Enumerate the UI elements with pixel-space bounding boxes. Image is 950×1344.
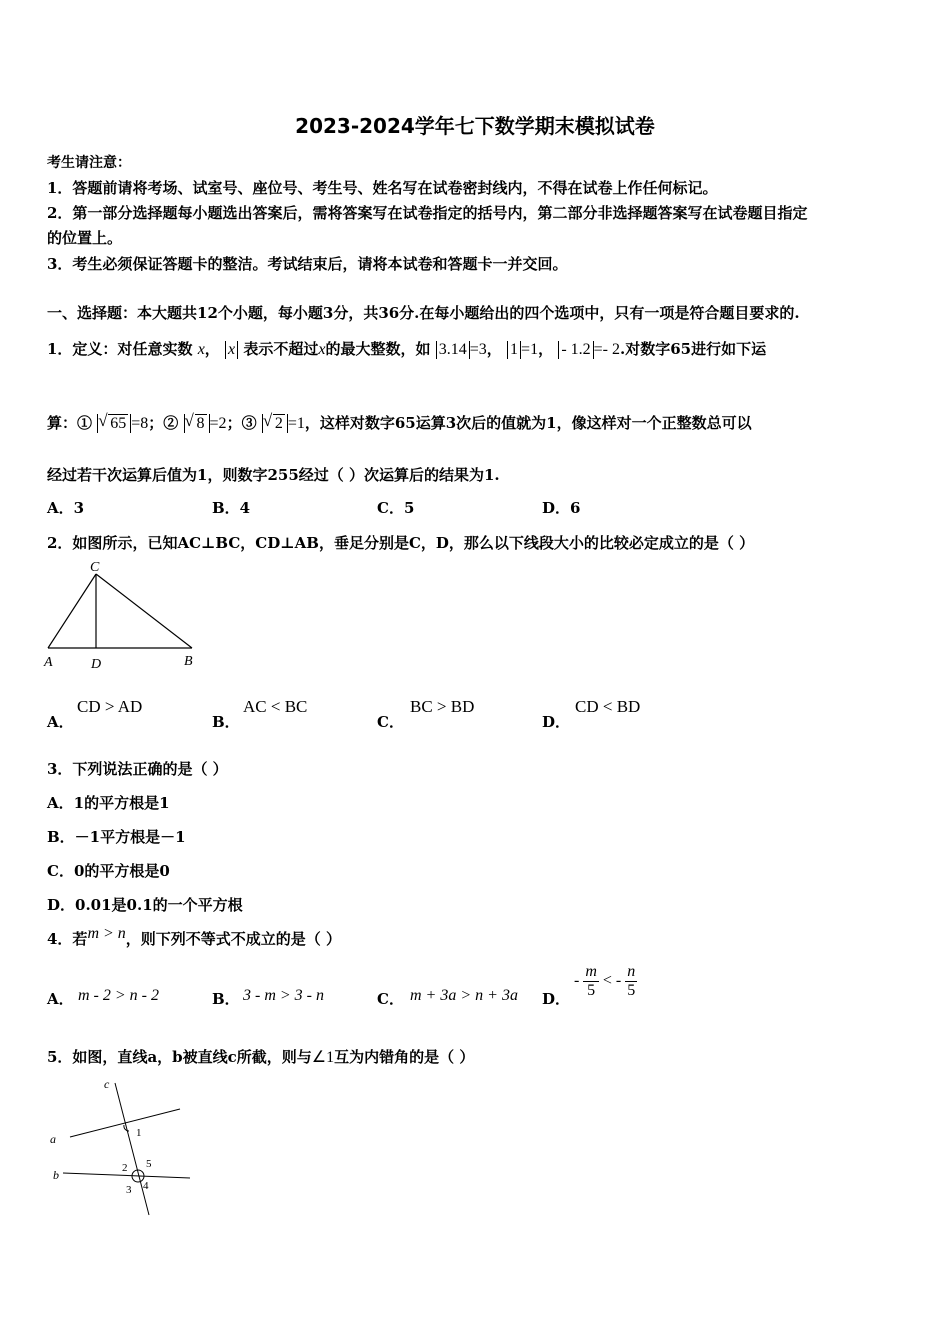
label-a: A [44, 655, 53, 670]
q1-line3: 经过若干次运算后值为1，则数字255经过（ ）次运算后的结果为1. [47, 466, 500, 484]
page-title: 2023-2024学年七下数学期末模拟试卷 [295, 114, 655, 138]
q1-op3-val: =1 [287, 415, 305, 432]
q1-line2-end: ，这样对数字65运算3次后的值就为1，像这样对一个正整数总可以 [304, 414, 752, 432]
q4-d-lt: < - [602, 972, 622, 990]
q1-option-a: A．3 [47, 499, 85, 517]
q4-option-d [574, 963, 637, 1000]
q2-option-b-letter: B． [212, 713, 240, 731]
q3-option-b: B．－1平方根是－1 [47, 828, 186, 846]
q4-option-d-letter: D． [542, 990, 571, 1008]
notice-item-1: 1．答题前请将考场、试室号、座位号、考生号、姓名写在试卷密封线内，不得在试卷上作任何标记。 [47, 179, 718, 197]
q1-example-3: - 1.2 [558, 341, 593, 359]
q1-option-d: D．6 [542, 499, 581, 517]
q4-condition: m > n [87, 925, 126, 942]
q1-line2-start: 算：① [47, 414, 93, 432]
q1-sep2: ；② [148, 414, 179, 432]
q1-text-1: 1．定义：对任意实数 [47, 340, 193, 358]
q1-floor-x: x [225, 341, 238, 359]
q1-text-3: 的最大整数，如 [325, 340, 431, 358]
q1-example-3-val: =- 2 [593, 341, 621, 358]
q4-text-2: ，则下列不等式不成立的是（ ） [125, 930, 342, 948]
label-b: b [53, 1168, 59, 1182]
label-angle-5: 5 [146, 1158, 152, 1170]
q1-var-x2: x [318, 341, 326, 358]
q4-stem [47, 925, 342, 949]
q1-line2 [47, 412, 752, 433]
q1-op1-bracket [97, 414, 131, 433]
q4-d-minus: - [574, 972, 580, 990]
q1-example-1-val: =3 [469, 341, 487, 358]
label-c: C [90, 560, 100, 575]
notice-item-2: 2．第一部分选择题每小题选出答案后，需将答案写在试卷指定的括号内，第二部分非选择题答案写在试卷题目指定 [47, 204, 808, 222]
q2-option-c-letter: C． [377, 713, 404, 731]
q1-comma-1: ， [486, 340, 502, 358]
q1-example-1: 3.14 [436, 341, 470, 359]
q1-op3-bracket [262, 414, 288, 433]
label-a: a [50, 1132, 56, 1146]
q2-stem: 2．如图所示，已知AC⊥BC，CD⊥AB，垂足分别是C，D，那么以下线段大小的比较必定成立的是（ ） [47, 534, 755, 552]
q1-option-c: C．5 [377, 499, 415, 517]
q4-option-a: m - 2 > n - 2 [78, 987, 160, 1004]
q3-stem: 3．下列说法正确的是（ ） [47, 760, 228, 778]
q4-option-b: 3 - m > 3 - n [243, 987, 325, 1004]
q4-d-den-1: 5 [587, 982, 596, 999]
section-heading: 一、选择题：本大题共12个小题，每小题3分，共36分.在每小题给出的四个选项中，只有一项是符合题目要求的. [47, 304, 800, 322]
q3-option-a: A．1的平方根是1 [47, 794, 170, 812]
q1-op2-val: =2 [209, 415, 227, 432]
notice-item-2-cont: 的位置上。 [47, 229, 123, 247]
q4-text-1: 4．若 [47, 930, 88, 948]
label-angle-4: 4 [143, 1180, 149, 1192]
line-c [115, 1083, 149, 1215]
q2-triangle-figure [40, 558, 210, 673]
label-angle-3: 3 [126, 1184, 132, 1196]
q4-d-frac-n [625, 963, 637, 1000]
q1-op3-sqrt: √ 2 [273, 414, 285, 433]
q5-text-1: 5．如图，直线a，b被直线c所截，则与 [47, 1048, 312, 1066]
q5-text-2: 互为内错角的是（ ） [334, 1048, 475, 1066]
q4-option-c: m + 3a > n + 3a [410, 987, 518, 1004]
q1-var-x: x [197, 341, 205, 358]
q1-comma-2: ， [538, 340, 554, 358]
q1-line1 [47, 338, 766, 359]
label-angle-2: 2 [122, 1162, 128, 1174]
notice-heading: 考生请注意： [47, 155, 131, 171]
q2-option-d-letter: D． [542, 713, 571, 731]
q1-op2-sqrt: √ 8 [195, 414, 207, 433]
q1-option-b: B．4 [212, 499, 251, 517]
q4-option-c-letter: C． [377, 990, 404, 1008]
q2-option-a-letter: A． [47, 713, 74, 731]
q5-stem [47, 1046, 474, 1067]
q4-option-b-letter: B． [212, 990, 240, 1008]
q4-d-num-n: n [627, 963, 636, 980]
q3-option-c: C．0的平方根是0 [47, 862, 170, 880]
q2-option-a: CD > AD [77, 697, 143, 716]
q4-option-a-letter: A． [47, 990, 74, 1008]
segment-cb [96, 574, 192, 648]
q1-sep3: ；③ [226, 414, 257, 432]
q2-option-d: CD < BD [575, 697, 641, 716]
label-angle-1: 1 [136, 1127, 142, 1139]
q1-text-2: 表示不超过 [243, 340, 319, 358]
q1-op1-sqrt: √ 65 [108, 414, 128, 433]
q1-op2-bracket [184, 414, 210, 433]
q5-angle: ∠1 [311, 1049, 335, 1066]
label-c: c [104, 1077, 110, 1091]
segment-ac [48, 574, 96, 648]
q4-d-den-2: 5 [627, 982, 636, 999]
q2-option-c: BC > BD [410, 697, 475, 716]
q1-comma-0: ， [204, 340, 220, 358]
q1-text-4: .对数字65进行如下运 [620, 340, 767, 358]
q1-op1-val: =8 [131, 415, 149, 432]
label-b: B [184, 654, 193, 669]
q4-d-frac-m [583, 963, 599, 1000]
label-d: D [91, 657, 102, 672]
q5-lines-figure [45, 1075, 200, 1220]
q1-example-2: 1 [507, 341, 521, 359]
q4-d-num-m: m [585, 963, 597, 980]
q3-option-d: D．0.01是0.1的一个平方根 [47, 896, 243, 914]
q1-example-2-val: =1 [521, 341, 539, 358]
q2-option-b: AC < BC [243, 697, 308, 716]
notice-item-3: 3．考生必须保证答题卡的整洁。考试结束后，请将本试卷和答题卡一并交回。 [47, 255, 568, 273]
